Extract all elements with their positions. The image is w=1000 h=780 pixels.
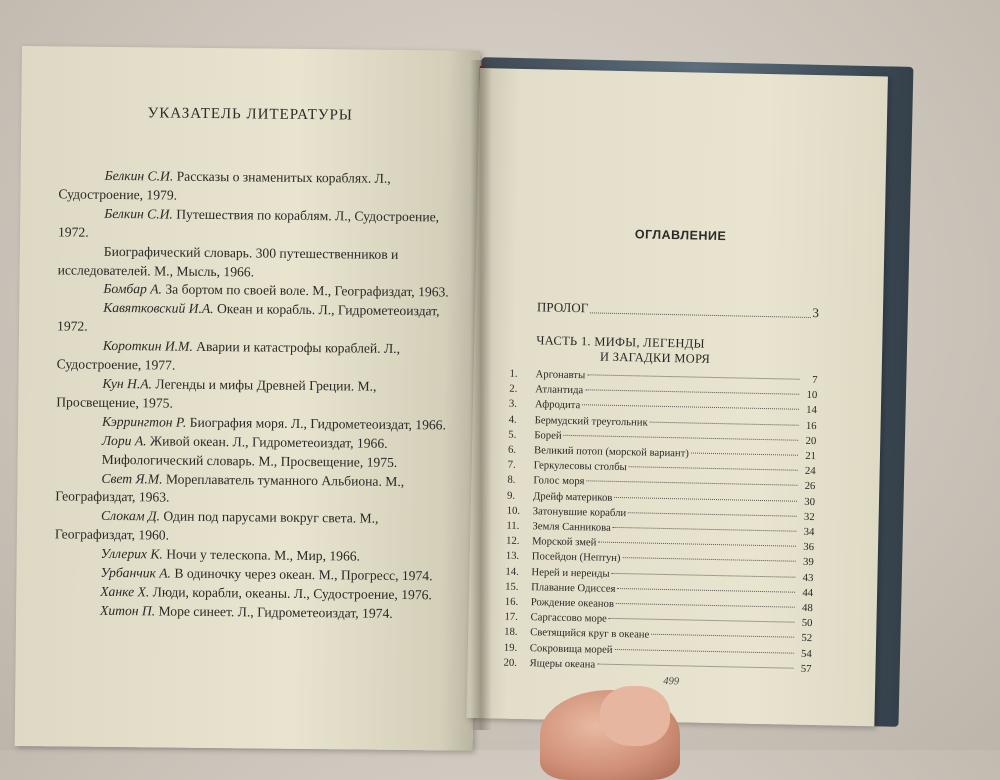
- toc-title: Геркулесовы столбы: [533, 459, 627, 474]
- bibliography-list: [54, 166, 459, 624]
- entry-author: Уллерих К.: [100, 545, 163, 562]
- entry-text: Живой океан. Л., Гидрометеоиздат, 1966.: [146, 433, 388, 451]
- entry-author: Свет Я.М.: [101, 470, 163, 486]
- toc-leader: [587, 481, 798, 486]
- entry-text: Ночи у телескопа. М., Мир, 1966.: [162, 546, 361, 564]
- toc-title: Борей: [534, 429, 562, 442]
- part-heading-line1: ЧАСТЬ 1. МИФЫ, ЛЕГЕНДЫ: [536, 333, 705, 351]
- entry-author: Кун Н.А.: [102, 375, 153, 392]
- toc-leader: [616, 603, 795, 608]
- entry-author: Кэррингтон Р.: [101, 413, 187, 430]
- toc-leader: [629, 466, 798, 471]
- entry-author: Хитон П.: [100, 602, 156, 619]
- toc-page: 50: [801, 617, 813, 630]
- entry-author: Урбанчик А.: [100, 564, 172, 581]
- toc-page: 34: [803, 525, 815, 539]
- toc-number: 1.: [509, 367, 518, 380]
- toc-leader: [587, 374, 799, 379]
- bibliography-entry: [58, 242, 458, 284]
- toc-page: 30: [804, 495, 816, 508]
- toc-page: 24: [804, 465, 816, 478]
- entry-author: Белкин С.И.: [104, 205, 173, 222]
- entry-text: Океан и корабль. Л., Гидрометеоиздат, 1972.: [56, 301, 440, 334]
- toc-title: Голос моря: [533, 474, 585, 488]
- toc-leader: [612, 573, 796, 578]
- toc-leader: [615, 649, 794, 654]
- toc-page: 26: [804, 480, 816, 493]
- toc-number: 14.: [505, 565, 519, 578]
- toc-number: 5.: [508, 428, 517, 441]
- toc-leader: [564, 435, 799, 441]
- toc-prolog-page: 3: [812, 305, 820, 321]
- toc-number: 15.: [505, 580, 519, 593]
- entry-text: Мифологический словарь. М., Просвещение, 1975.: [101, 451, 398, 470]
- entry-text: За бортом по своей воле. М., Географиздат, 1963.: [161, 281, 449, 300]
- page-number: 499: [663, 675, 680, 688]
- toc-leader: [650, 421, 799, 425]
- entry-author: Лори А.: [101, 432, 147, 449]
- toc-title: Светящийся круг в океане: [530, 626, 650, 642]
- toc-number: 20.: [503, 656, 518, 669]
- toc-title: Дрейф материков: [532, 489, 613, 504]
- bibliography-entry: [58, 166, 458, 208]
- entry-text: Один под парусами вокруг света. М., Географиздат, 1960.: [54, 508, 379, 543]
- toc-leader: [585, 389, 799, 394]
- entry-author: Слокам Д.: [101, 508, 161, 524]
- toc-page: 52: [801, 632, 813, 645]
- toc-page: 7: [812, 374, 818, 387]
- toc-title: Нерей и нереиды: [531, 565, 610, 580]
- entry-text: Путешествия по кораблям. Л., Судостроение, 1972.: [57, 206, 440, 240]
- toc-list: [503, 367, 817, 677]
- toc-number: 2.: [509, 382, 518, 396]
- toc-leader: [590, 297, 811, 318]
- toc-page: 21: [805, 449, 817, 463]
- toc-page: 16: [805, 419, 817, 432]
- toc-page: 57: [800, 662, 812, 675]
- bibliography-entry: [55, 469, 455, 511]
- toc-title: Плавание Одиссея: [531, 581, 616, 595]
- toc-page: 48: [801, 601, 813, 615]
- toc-leader: [651, 634, 794, 638]
- toc-page: 44: [802, 586, 814, 599]
- toc-title: Аргонавты: [535, 368, 586, 382]
- toc-leader: [598, 542, 796, 547]
- toc-number: 4.: [508, 413, 517, 426]
- entry-text: Рассказы о знаменитых кораблях. Л., Судостроение, 1979.: [58, 168, 391, 203]
- toc-title: Атлантида: [535, 383, 584, 397]
- toc-page: 39: [802, 556, 814, 569]
- toc-page: 32: [803, 510, 815, 523]
- left-page: [15, 46, 480, 751]
- bibliography-entry: [57, 299, 457, 341]
- toc-title: Морской змей: [531, 535, 597, 549]
- toc-title: Великий потоп (морской вариант): [533, 444, 690, 460]
- toc-title: Ящеры океана: [529, 657, 596, 671]
- entry-text: Мореплаватель туманного Альбиона. М., Географиздат, 1963.: [55, 470, 405, 505]
- entry-text: Биография моря. Л., Гидрометеоиздат, 1966.: [186, 414, 447, 433]
- toc-leader: [609, 618, 795, 623]
- toc-prolog-title: ПРОЛОГ: [536, 299, 589, 316]
- toc-number: 17.: [504, 610, 518, 624]
- toc-number: 12.: [505, 534, 520, 548]
- toc-number: 3.: [508, 398, 518, 411]
- toc-title: Саргассово море: [530, 611, 607, 626]
- toc-title: Земля Санникова: [532, 520, 611, 534]
- entry-author: Ханке Х.: [100, 583, 150, 600]
- toc-number: 19.: [503, 641, 518, 654]
- entry-text: Люди, корабли, океаны. Л., Судостроение, 1976.: [149, 584, 432, 603]
- entry-text: В одиночку через океан. М., Прогресс, 1974.: [170, 565, 433, 584]
- toc-title: Рождение океанов: [530, 596, 615, 610]
- toc-number: 13.: [505, 550, 520, 563]
- bibliography-entry: [57, 337, 457, 379]
- toc-number: 8.: [507, 474, 516, 487]
- entry-text: Легенды и мифы Древней Греции. М., Просвещение, 1975.: [56, 376, 377, 411]
- toc-title: Бермудский треугольник: [534, 413, 648, 429]
- toc-leader: [617, 588, 795, 593]
- part-heading-line2: И ЗАГАДКИ МОРЯ: [599, 349, 711, 366]
- contents-heading: ОГЛАВЛЕНИЕ: [634, 227, 727, 244]
- entry-author: Короткин И.М.: [102, 338, 193, 354]
- toc-title: Посейдон (Нептун): [531, 550, 621, 565]
- book-gutter: [470, 60, 492, 730]
- toc-page: 36: [803, 541, 815, 554]
- entry-text: Аварии и катастрофы кораблей. Л., Судостроение, 1977.: [56, 338, 401, 373]
- right-page: [466, 68, 888, 726]
- bibliography-entry: [58, 204, 458, 246]
- entry-author: Бомбар А.: [103, 281, 163, 297]
- toc-number: 6.: [507, 443, 517, 456]
- bibliography-heading: УКАЗАТЕЛЬ ЛИТЕРАТУРЫ: [147, 105, 353, 124]
- toc-leader: [614, 497, 797, 502]
- toc-leader: [691, 453, 798, 456]
- entry-author: Кавятковский И.А.: [103, 300, 214, 317]
- toc-page: 10: [806, 389, 818, 402]
- toc-leader: [582, 405, 799, 411]
- toc-leader: [622, 558, 795, 563]
- entry-text: Биографический словарь. 300 путешественников и исследователей. М., Мысль, 1966.: [57, 243, 399, 279]
- toc-title: Афродита: [534, 398, 581, 412]
- entry-text: Море синеет. Л., Гидрометеоиздат, 1974.: [155, 603, 393, 621]
- thumb-tip: [600, 686, 670, 746]
- toc-page: 20: [805, 434, 817, 447]
- toc-title: Затонувшие корабли: [532, 505, 627, 519]
- toc-page: 54: [800, 647, 812, 660]
- toc-title: Сокровища морей: [529, 641, 613, 656]
- toc-number: 7.: [507, 458, 516, 472]
- toc-leader: [597, 663, 793, 668]
- toc-page: 14: [806, 404, 818, 417]
- toc-part-heading: [536, 333, 787, 368]
- entry-author: Белкин С.И.: [104, 167, 174, 184]
- toc-number: 10.: [506, 504, 521, 517]
- toc-number: 18.: [504, 626, 518, 639]
- toc-leader: [613, 527, 797, 532]
- toc-number: 11.: [506, 519, 520, 532]
- toc-number: 16.: [504, 595, 519, 608]
- toc-number: 9.: [506, 489, 516, 502]
- bibliography-entry: [56, 374, 456, 416]
- bibliography-entry: [55, 507, 455, 549]
- toc-prolog: [537, 299, 819, 321]
- toc-page: 43: [802, 571, 814, 584]
- toc-leader: [628, 512, 796, 517]
